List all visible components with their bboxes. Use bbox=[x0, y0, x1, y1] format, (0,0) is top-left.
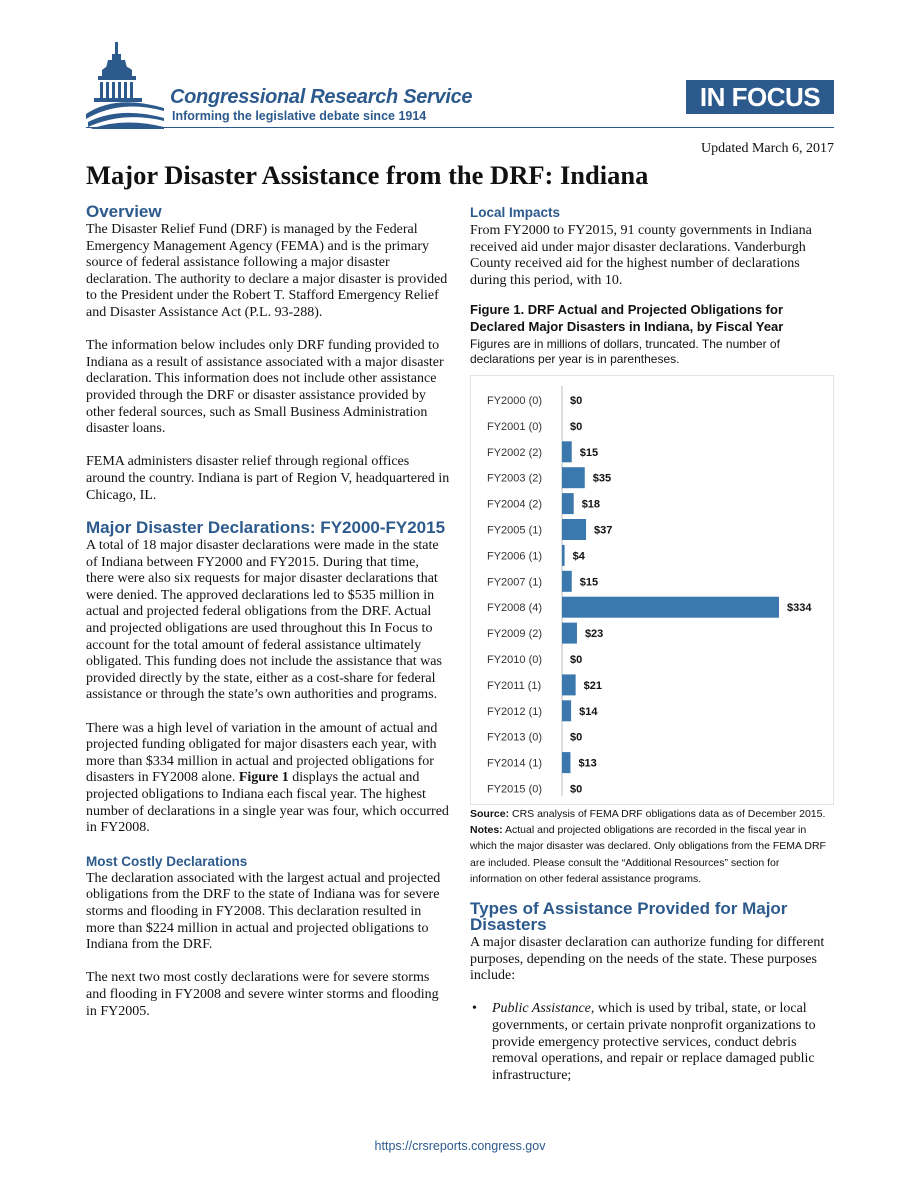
value-label: $334 bbox=[787, 602, 812, 615]
source-text: CRS analysis of FEMA DRF obligations data as of December 2015. bbox=[509, 808, 826, 820]
category-label: FY2005 (1) bbox=[487, 524, 543, 537]
declarations-heading: Major Disaster Declarations: FY2000-FY2015 bbox=[86, 518, 446, 538]
bar bbox=[562, 571, 572, 592]
source-label: Source: bbox=[470, 808, 510, 820]
category-label: FY2013 (0) bbox=[487, 731, 543, 744]
assistance-list bbox=[470, 1001, 834, 1084]
figure-1-chart bbox=[470, 375, 834, 805]
value-label: $0 bbox=[570, 783, 583, 796]
public-assistance-text: , which is used by tribal, state, or local governments, or certain private nonprofit organizations to provide emergency protective services, conduct debris removal operations, and repair or replace damaged public infrastructure; bbox=[492, 1001, 816, 1083]
bar bbox=[562, 597, 779, 618]
costly-paragraph-2: The next two most costly declarations were for severe storms and flooding in FY2008 and severe winter storms and flooding in FY2005. bbox=[86, 970, 439, 1019]
bar bbox=[562, 467, 585, 488]
capitol-dome-logo-icon bbox=[86, 42, 166, 130]
value-label: $15 bbox=[579, 446, 599, 459]
figure-source bbox=[470, 806, 834, 822]
footer-url[interactable]: https://crsreports.congress.gov bbox=[374, 1139, 546, 1153]
updated-date: Updated March 6, 2017 bbox=[701, 141, 834, 156]
overview-heading: Overview bbox=[86, 202, 162, 221]
bar bbox=[562, 623, 577, 644]
bar bbox=[562, 493, 574, 514]
in-focus-badge: IN FOCUS bbox=[686, 80, 834, 114]
types-paragraph: A major disaster declaration can authorize funding for different purposes, depending on the needs of the state. These purposes include: bbox=[470, 935, 825, 984]
bar bbox=[562, 674, 576, 695]
figure-notes bbox=[470, 822, 834, 887]
notes-label: Notes: bbox=[470, 824, 503, 837]
figure-subcaption: Figures are in millions of dollars, truncated. The number of declarations per year is in parentheses. bbox=[470, 337, 780, 367]
category-label: FY2014 (1) bbox=[487, 757, 543, 770]
category-label: FY2000 (0) bbox=[487, 395, 543, 407]
right-column bbox=[470, 200, 834, 367]
types-heading: Types of Assistance Provided for Major Disasters bbox=[470, 899, 788, 935]
local-impacts-paragraph: From FY2000 to FY2015, 91 county governments in Indiana received aid under major disaster declarations. Vanderburgh County received aid for the highest number of declarations during this period, with 10. bbox=[470, 223, 812, 288]
notes-text: Actual and projected obligations are recorded in the fiscal year in which the major disaster was declared. Only obligations from the FEMA DRF are included. Please consult the “Additional Resources” section for information on other federal assistance programs. bbox=[470, 824, 826, 885]
value-label: $23 bbox=[584, 628, 604, 641]
value-label: $37 bbox=[594, 524, 613, 537]
category-label: FY2001 (0) bbox=[487, 420, 543, 433]
value-label: $4 bbox=[572, 550, 585, 563]
category-label: FY2012 (1) bbox=[487, 705, 543, 718]
bar bbox=[562, 700, 571, 721]
overview-paragraph-3: FEMA administers disaster relief through regional offices around the country. Indiana is part of Region V, headquartered in Chicago, IL. bbox=[86, 454, 450, 503]
category-label: FY2004 (2) bbox=[487, 498, 543, 511]
page-title: Major Disaster Assistance from the DRF: Indiana bbox=[86, 160, 649, 190]
category-label: FY2015 (0) bbox=[487, 783, 543, 796]
value-label: $0 bbox=[570, 731, 583, 744]
public-assistance-term: Public Assistance bbox=[492, 1001, 591, 1017]
right-column-lower bbox=[470, 806, 834, 1084]
costly-paragraph-1: The declaration associated with the largest actual and projected obligations from the DRF to the state of Indiana was for severe storms and flooding in FY2008. This declaration resulted in more than $224 million in actual and projected obligations to Indiana from the DRF. bbox=[86, 870, 441, 953]
bar-chart bbox=[471, 376, 833, 804]
value-label: $0 bbox=[570, 420, 583, 433]
category-label: FY2011 (1) bbox=[487, 679, 542, 692]
value-label: $18 bbox=[581, 498, 601, 511]
left-column bbox=[86, 200, 450, 1020]
category-label: FY2008 (4) bbox=[487, 602, 543, 615]
header-rule bbox=[86, 127, 834, 128]
declarations-paragraph-2-b: displays the actual and projected obligations to Indiana each fiscal year. The highest number of declarations in a single year was four, which occurred in FY2008. bbox=[86, 770, 449, 836]
bullet-icon: • bbox=[472, 1001, 477, 1017]
value-label: $15 bbox=[579, 576, 599, 589]
declarations-paragraph-1: A total of 18 major disaster declarations were made in the state of Indiana between FY2000 and FY2015. During that time, there were also six requests for major disaster declarations that were denied. The approved declarations led to $535 million in actual and projected federal obligations from the DRF. Actual and projected obligations are used throughout this In Focus to account for the total amount of federal assistance ultimately obligated. This funding does not include the assistance that was provided directly by the state, either as a cost-share for federal assistance or through the state’s own authorities and programs. bbox=[86, 538, 442, 703]
value-label: $13 bbox=[578, 757, 597, 770]
bar bbox=[562, 519, 586, 540]
declarations-paragraph-2 bbox=[86, 721, 450, 837]
figure-1-reference[interactable]: Figure 1 bbox=[238, 770, 289, 786]
value-label: $35 bbox=[592, 472, 612, 485]
bar bbox=[562, 752, 570, 773]
value-label: $14 bbox=[579, 705, 598, 718]
category-label: FY2009 (2) bbox=[487, 628, 543, 641]
costly-heading: Most Costly Declarations bbox=[86, 853, 248, 869]
declarations-paragraph-2-a: There was a high level of variation in the amount of actual and projected funding obligated for major disasters each year, with more than $334 million in actual and projected obligations for disasters in FY2008 alone. bbox=[86, 720, 438, 786]
value-label: $0 bbox=[570, 395, 583, 407]
value-label: $21 bbox=[583, 679, 603, 692]
category-label: FY2010 (0) bbox=[487, 654, 543, 666]
overview-paragraph-1: The Disaster Relief Fund (DRF) is managed by the Federal Emergency Management Agency (FEMA) and is the primary source of federal assistance following a major disaster declaration. The authority to declare a major disaster is provided to the President under the Robert T. Stafford Emergency Relief and Disaster Assistance Act (P.L. 93-288). bbox=[86, 222, 448, 320]
overview-paragraph-2: The information below includes only DRF funding provided to Indiana as a result of assistance associated with a major disaster declaration. This information does not include other assistance provided through the DRF or disaster assistance provided by other federal sources, such as Small Business Administration disaster loans. bbox=[86, 338, 444, 437]
category-label: FY2006 (1) bbox=[487, 550, 543, 563]
local-impacts-heading: Local Impacts bbox=[470, 205, 561, 220]
figure-caption: Figure 1. DRF Actual and Projected Obligations for Declared Major Disasters in Indiana, by Fiscal Year bbox=[470, 302, 784, 335]
category-label: FY2007 (1) bbox=[487, 576, 543, 589]
category-label: FY2003 (2) bbox=[487, 472, 543, 485]
org-name: Congressional Research Service bbox=[170, 86, 473, 108]
org-tagline: Informing the legislative debate since 1914 bbox=[172, 109, 427, 123]
list-item bbox=[470, 1001, 834, 1084]
category-label: FY2002 (2) bbox=[487, 446, 543, 459]
bar bbox=[562, 441, 572, 462]
value-label: $0 bbox=[570, 654, 583, 666]
bar bbox=[562, 545, 565, 566]
